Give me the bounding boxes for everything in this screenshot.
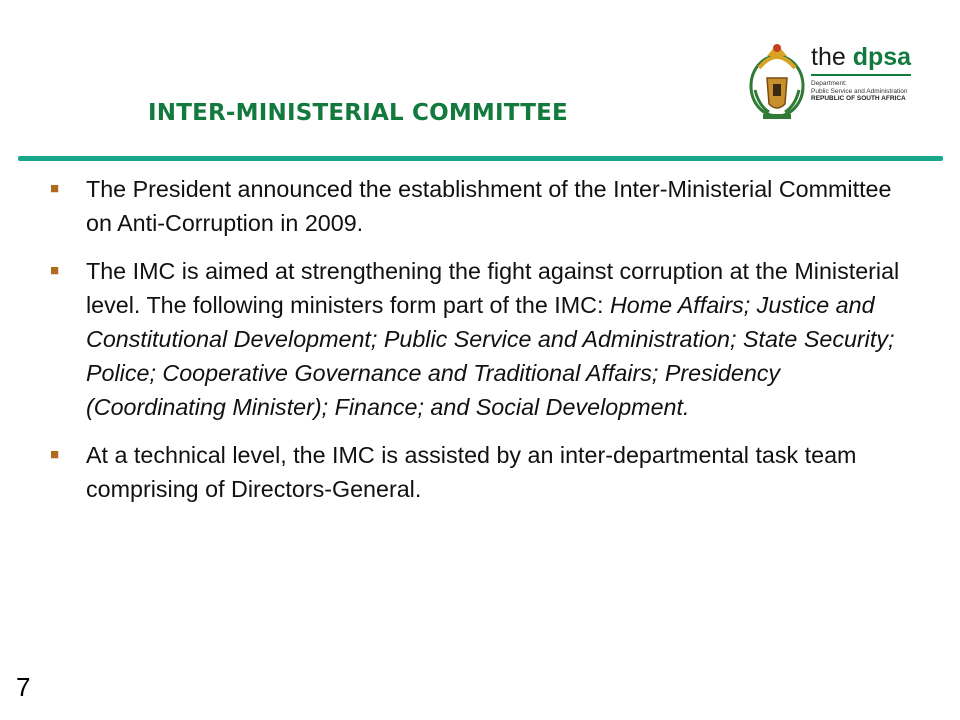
logo-department-name: Public Service and Administration: [811, 87, 908, 95]
logo-divider: [811, 74, 911, 76]
bullet-text: The President announced the establishment of the Inter-Ministerial Committee on Anti-Corruption in 2009.: [86, 176, 892, 236]
logo-country: REPUBLIC OF SOUTH AFRICA: [811, 95, 906, 102]
dpsa-logo: [745, 38, 925, 124]
bullet-icon: ■: [50, 180, 60, 197]
bullet-item: [50, 438, 905, 506]
bullet-icon: ■: [50, 446, 60, 463]
bullet-text: The IMC is aimed at strengthening the fight against corruption at the Ministerial level. The following ministers form part of the IMC: Home Affairs; Justice and Constitutional Development; Public Service and Administration; State Security; Police; Cooperative Governance and Traditional Affairs; Presidency (Coordinating Minister); Finance; and Social Development.: [86, 258, 900, 420]
page-number: 7: [16, 672, 31, 702]
bullet-text: At a technical level, the IMC is assisted by an inter-departmental task team comprising of Directors-General.: [86, 442, 857, 502]
bullet-icon: ■: [50, 262, 60, 279]
bullet-list: [50, 172, 905, 520]
title-divider: [18, 156, 943, 161]
bullet-item: [50, 172, 905, 240]
slide-title: INTER-MINISTERIAL COMMITTEE: [148, 100, 568, 126]
logo-wordmark: the dpsa: [811, 43, 912, 71]
coat-of-arms-icon: [745, 38, 809, 122]
ministers-list: Home Affairs; Justice and Constitutional Development; Public Service and Administration; State Security; Police; Cooperative Governance and Traditional Affairs; Presidency (Coordinating Minister); Finance; and Social Development.: [86, 292, 895, 420]
bullet-item: [50, 254, 905, 424]
logo-department: Department:: [811, 80, 847, 87]
